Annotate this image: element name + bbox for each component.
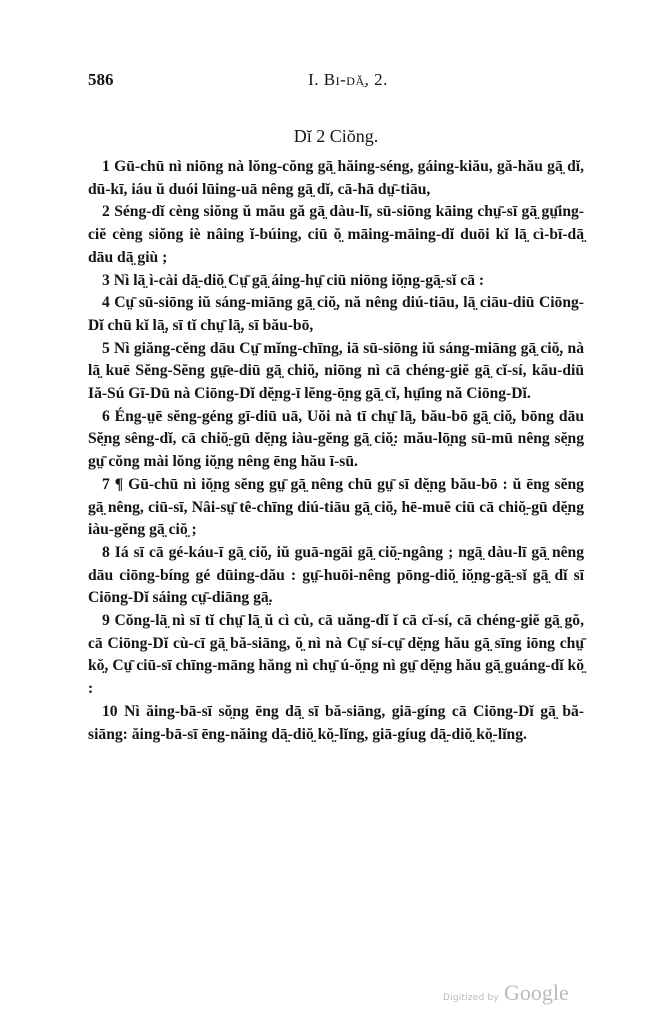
verse-paragraph bbox=[88, 270, 584, 293]
verse-number: 4 bbox=[102, 294, 110, 312]
verse-number: 1 bbox=[102, 158, 110, 175]
verse-paragraph bbox=[88, 542, 584, 610]
verse-text: Nì ăing-bā-sī sŏ̤ng ēng dā̤ sī bă-siāng, giā-gíng cā Ciōng-Dĭ gā̤ bă-siāng: ăing-bā-sī ēng-năing dā̤-diŏ̤ kŏ̤-lĭng, giā-gíug dā̤-diŏ̤ kŏ̤-lĭng. bbox=[88, 702, 584, 743]
verse-number: 3 bbox=[102, 271, 110, 289]
verse-paragraph bbox=[88, 156, 584, 201]
verse-paragraph bbox=[88, 292, 584, 337]
running-head: I. Bi-dă̤, 2. bbox=[308, 70, 388, 89]
verse-text: Gū-chū nì niōng nà lŏng-cŏng gā̤ hăing-séng, gáing-kiău, gă-hău gā̤ dĭ, dū-kī, iáu ŭ duói lūing-uā nêng gā̤ dĭ, cā-hā dṳ̄-tiāu, bbox=[88, 158, 584, 198]
verse-paragraph bbox=[88, 701, 584, 746]
verse-number: 10 bbox=[102, 702, 118, 720]
verse-number: 5 bbox=[102, 339, 110, 357]
verse-number: 2 bbox=[102, 203, 110, 221]
page-number: 586 bbox=[88, 70, 114, 89]
verse-number: 9 bbox=[102, 612, 110, 630]
verse-number: 6 bbox=[102, 407, 110, 425]
verse-text: Cŏng-lā̤ nì sī tĭ chṳ̄ lā̤ ŭ cì cù, cā uăng-dĭ ĭ cā cĭ-sí, cā chéng-giĕ gā̤ gŏ, cā Ciōng-Dĭ cù-cī gā̤ bă-siāng, ŏ̤ nì nà Cṳ̄ sí-cṳ̄ dĕ̤ng hău gā̤ sīng iōng chṳ̄ kŏ̤, Cṳ̄ ciū-sī chīng-māng hăng nì chṳ̄ ú-ŏ̤ng nì gṳ̄ dĕ̤ng hău gā̤ guáng-dĭ kŏ̤ : bbox=[88, 612, 584, 698]
verse-text: Iá sī cā gé-káu-ī gā̤ ciŏ̤, iŭ guā-ngāi gā̤ ciŏ̤-ngâng ; ngā̤ dàu-lī gā̤ nêng dāu ciōng-bíng gé dūing-dău : gṳ̄-huōi-nêng pōng-diŏ̤ iŏ̤ng-gā̤-sĭ gā̤ dĭ sī Ciōng-Dĭ sáing cṳ̄-diāng gā̤. bbox=[88, 543, 585, 607]
verse-text: Séng-dĭ cèng siŏng ŭ mău gă gā̤ dàu-lī, sū-siōng kāing chṳ̄-sī gā̤ gṳ̄ing-ciĕ cèng siŏng iè nâing ĭ-búing, ciū ŏ̤ māing-māing-dĭ duōi kĭ lā̤ cì-bī-dā̤ dāu dā̤ giù ; bbox=[88, 203, 584, 266]
verse-paragraph bbox=[88, 338, 584, 406]
chapter-title: Dĭ 2 Ciŏng. bbox=[293, 126, 379, 146]
google-watermark bbox=[443, 980, 569, 1006]
book-page bbox=[88, 0, 584, 1022]
verse-number: 8 bbox=[102, 543, 110, 561]
verse-list bbox=[88, 156, 584, 746]
verse-text: Cṳ̄ sū-siōng iŭ sáng-miāng gā̤ ciŏ̤, nă nêng diú-tiāu, lā̤ ciāu-diū Ciōng-Dĭ chū kĭ lā̤, sī tĭ chṳ̄ lā̤, sī bău-bō, bbox=[88, 294, 584, 334]
watermark-prefix: Digitized by bbox=[443, 993, 499, 1003]
page-header bbox=[88, 66, 584, 96]
verse-text: Éng-ṳē sĕng-géng gī-diū uā, Uŏi nà tī chṳ̄ lā̤, bău-bō gā̤ ciŏ̤, bōng dāu Sĕ̤ng sêng-dĭ, cā chiŏ̤-gū dĕ̤ng iàu-gĕng gā̤ ciŏ̤: mău-lō̤ng sū-mū nêng sĕ̤ng gṳ̄ cŏng mài lŏng iŏ̤ng nêng ēng hău ī-sū. bbox=[88, 407, 584, 471]
verse-paragraph bbox=[88, 406, 584, 474]
google-logo: Google bbox=[504, 980, 569, 1005]
verse-number: 7 ¶ bbox=[102, 475, 124, 493]
verse-paragraph bbox=[88, 201, 584, 269]
verse-paragraph bbox=[88, 610, 584, 701]
verse-text: Nì lā̤ ì-cài dā̤-diŏ̤ Cṳ̄ gā̤ áing-hṳ̄ ciū niōng iŏ̤ng-gā̤-sĭ cā : bbox=[113, 271, 485, 289]
verse-text: Nì giăng-cĕng dāu Cṳ̄ mĭng-chīng, iā sū-siōng iŭ sáng-miāng gā̤ ciŏ̤, nà lā̤ kuē Sĕng-Sĕng gṳ̄e-diū gā̤ chiŏ̤, niōng nì cā chéng-giĕ gā̤ cĭ-sí, kău-diū Iă-Sú Gī-Dū nà Ciōng-Dĭ dĕ̤ng-ī lĕng-ō̤ng gā̤ cĭ, hṳ̄ing nă Ciōng-Dĭ. bbox=[88, 339, 584, 403]
verse-paragraph bbox=[88, 474, 584, 542]
verse-text: Gū-chū nì iŏ̤ng sĕng gṳ̄ gā̤ nêng chū gṳ̄ sī dĕ̤ng bău-bō : ŭ ēng sĕng gā̤ nêng, ciū-sī, Nâi-sṳ̄ tê-chīng diú-tiāu gā̤ ciŏ̤, hē-muĕ ciū cā chiŏ̤-gū dĕ̤ng iàu-gĕng gā̤ ciŏ̤ ; bbox=[88, 475, 584, 539]
